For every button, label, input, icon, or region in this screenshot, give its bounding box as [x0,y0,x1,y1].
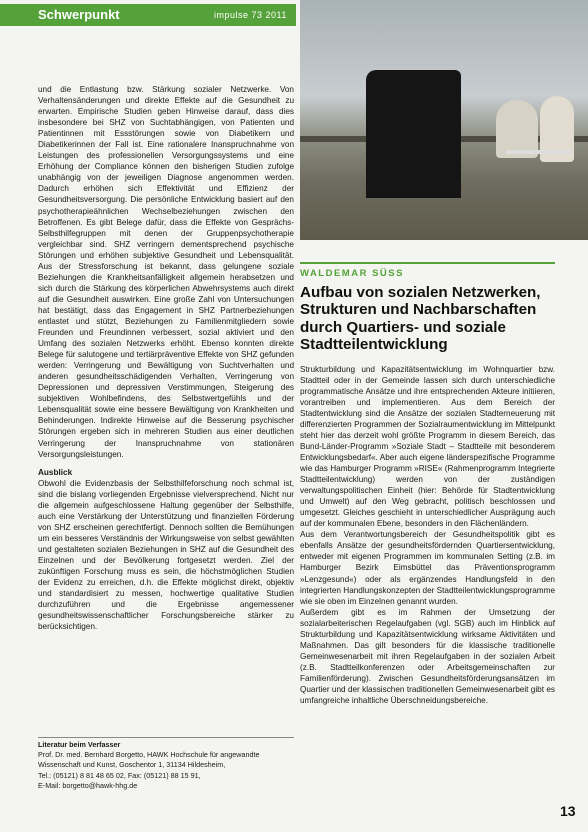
literature-heading: Literatur beim Verfasser [38,740,121,749]
page-number: 13 [560,803,576,819]
body-paragraph: Obwohl die Evidenzbasis der Selbsthilfeforschung noch schmal ist, sind die bislang vorliegenden Ergebnisse vielversprechend. Nicht nur die allgemein aufgeschlossene Haltung gegenüber der Selbsthilfe, auch eine Verstärkung der Unterstützung und finanziellen Förderung von SHZ erscheinen gerechtfertigt. Dennoch sollten die Bemühungen um ein besseres Verständnis der Wirkungsweise von selbst gewählten und gestalteten sozialen Beziehungen in SHZ auf die Gesundheit des Einzelnen und der Bevölkerung fortgesetzt werden. Ziel der zukünftigen Forschung muss es sein, die höchstmöglichen Studien der Evidenz zu erreichen, d.h. die Effekte möglichst direkt, objektiv und standardisiert zu messen, hochwertige qualitative Studien durchzuführen und die Ergebnisse angemessener gesundheitswissenschaftlicher Forschungsbereiche stärker zu berücksichtigen. [38,478,294,632]
subheading: Ausblick [38,467,73,477]
left-article-column [38,84,294,632]
literature-line: Tel.: (05121) 8 81 48 65 02, Fax: (05121) 88 15 91, [38,770,201,780]
literature-line: Wissenschaft und Kunst, Goschentor 1, 31134 Hildesheim, [38,760,226,770]
right-article-column [300,262,555,706]
issue-label: impulse 73 2011 [214,10,287,20]
article-photo [300,0,588,240]
body-paragraph: und die Entlastung bzw. Stärkung sozialer Netzwerke. Von Verhaltensänderungen und direkte Effekte auf die Gesundheit zu erwarten. Empirische Studien geben Hinweise darauf, dass dies insbesondere bei SHZ von Suchtabhängigen, von Patienten und Patientinnen mit Essstörungen sowie von Diabetikern und Diabetikerinnen der Fall ist. Eine rationalere Inanspruchnahme von Leistungen des professionellen Versorgungssystems und eine Erhöhung der Compliance können den bisherigen Studien zufolge unabhängig von der jeweiligen Diagnose angenommen werden. Dadurch erhöhen sich Effektivität und Effizienz der Gesundheitsversorgung. Die persönliche Entwicklung basiert auf den psychotherapieähnlichen Wechselbeziehungen zwischen den Betroffenen. Es gibt Belege dafür, dass die Effekte von Gesprächs-Selbsthilfegruppen mit denen der Gruppenpsychotherapie vergleichbar sind. SHZ verringern dementsprechend psychische Störungen und erhöhen subjektive Gesundheit und Lebensqualität. Aus der Stressforschung ist bekannt, dass gelungene soziale Beziehungen die Krankheitsanfälligkeit allgemein herabsetzen und sich durch die Stärkung des körperlichen Abwehrsystems auch direkt auf die Gesundheit auswirken. Eine große Zahl von Untersuchungen hat bestätigt, dass das Engagement in SHZ Partnerbeziehungen entlastet und stützt, Beziehungen zu Familienmitgliedern sowie Freunden und Freundinnen verbessert, sozial aktiviert und den Umfang des sozialen Netzwerks erhöht. Ebenso konnten direkte Belege für salutogene und tertiärpräventive Effekte von SHZ gefunden werden: Verringerung und Bewältigung von Suchtverhalten und anderen gesundheitsschädigenden Verhalten, Verringerung von Depressionen und depressiven Verstimmungen, Steigerung des subjektiven Wohlbefindens, des Selbstwertgefühls und der Lebensqualität sowie eine bessere Bewältigung von Krankheiten und Behinderungen. Indirekte Hinweise auf die Besserung psychischer Störungen ergeben sich in mehreren Studien aus einer deutlichen Verringerung der Inanspruchnahme von stationären Versorgungsleistungen. [38,85,294,459]
section-label: Schwerpunkt [38,7,120,22]
body-paragraph: Aus dem Verantwortungsbereich der Gesundheitspolitik gibt es ebenfalls Ansätze der gesundheitsfördernden Quartiersentwicklung, entweder mit eigenen Programmen im kommunalen Setting (z.B. im Hamburger Bezirk Eimsbüttel das Präventionsprogramm »Lenzgesund«) oder als ergänzendes Handlungsfeld in den integrierten Handlungskonzepten der Stadtteilentwicklungsprogramme wie sie oben im Einzelnen genannt wurden. [300,530,555,606]
literature-line: E-Mail: borgetto@hawk-hhg.de [38,780,138,790]
article-body [300,364,555,706]
author-name: WALDEMAR SÜSS [300,262,555,279]
body-paragraph: Strukturbildung und Kapazitätsentwicklung im Wohnquartier bzw. Stadtteil oder in der Gemeinde lassen sich durch unterschiedliche programmatische Ansätze und ihre entsprechenden Akteure initiieren, vorantreiben und implementieren. Aus dem Bereich der Stadtentwicklung sind die Ansätze der sozialen Stadterneuerung mit differenzierten Programmen der Sozialraumentwicklung im Mittelpunkt steht hier das derzeit wohl größte Programm in diesem Bereich, das Bund-Länder-Programm »Soziale Stadt – Stadtteile mit besonderem Entwicklungsbedarf«. Aber auch eigene länderspezifische Programme wie das Hamburger Programm »RISE« (Rahmenprogramm Integrierte Stadtteilentwicklung) werden von der zuständigen verwaltungspolitischen Einheit (hier: Behörde für Stadtentwicklung und Umwelt) auf den Weg gebracht, politisch beschlossen und umgesetzt. Gleiches geschieht in unterschiedlicher Ausprägung auch auf der kommunalen Ebene, besonders in den Flächenländern. [300,364,555,529]
literature-box [38,737,294,791]
body-paragraph: Außerdem gibt es im Rahmen der Umsetzung der sozialarbeiterischen Regelaufgaben (vgl. SGB) auch im Hinblick auf Strukturbildung und Kapazitätsentwicklung wirksame Aktivitäten und Maßnahmen. Das gilt besonders für die klassische traditionelle Gemeinwesenarbeit mit ihren Regelaufgaben in der sozialen Arbeit (z.B. Stadtteilkonferenzen oder Arbeitsgemeinschaften zur Familienförderung). Zwischen Gesundheitsförderungsansätzen im Quartier und der klassischen traditionellen Gemeinwesenarbeit gibt es umfangreiche inhaltliche Überschneidungsbereiche. [300,607,555,706]
photo-car [366,70,461,198]
article-title: Aufbau von sozialen Netzwerken, Strukturen und Nachbarschaften durch Quartiers- und soziale Stadtteilentwicklung [300,284,541,354]
literature-line: Prof. Dr. med. Bernhard Borgetto, HAWK Hochschule für angewandte [38,750,260,760]
photo-table [506,150,572,192]
